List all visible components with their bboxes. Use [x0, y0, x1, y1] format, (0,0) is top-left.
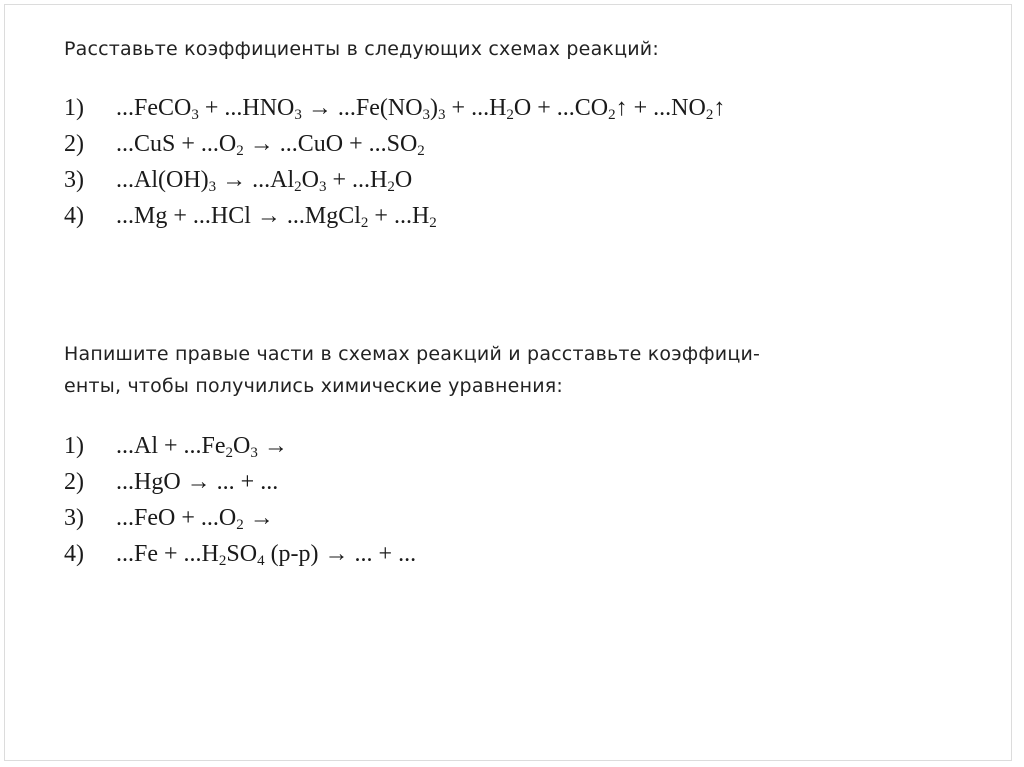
subscript: 2: [236, 143, 244, 159]
subscript: 2: [429, 215, 437, 231]
equation: $...Al(OH)_3 \to ...Al_2O_3 + ...H_2O$: [116, 167, 413, 195]
subscript: 3: [438, 107, 446, 123]
subscript: 2: [506, 107, 514, 123]
task2-equation-list: [64, 428, 416, 572]
task2-heading-line-1: Напишите правые части в схемах реакций и расставьте коэффици-: [64, 343, 761, 365]
task1-equation-list: [64, 90, 725, 234]
subscript: 3: [319, 179, 327, 195]
equation: $...CuS + ...O_2 \to ...CuO + ...SO_2$: [116, 131, 425, 159]
item-number: 2): [64, 131, 84, 157]
item-number: 3): [64, 505, 84, 531]
item-number: 4): [64, 203, 84, 229]
subscript: 2: [360, 215, 369, 231]
subscript: 2: [294, 179, 302, 195]
subscript: 3: [208, 179, 217, 195]
equation: ...FeCO$_3$ + $...HNO_3 \to ...Fe(NO_3)_3 + ...H_2O$ + $...CO_2↑$ + $...NO_2↑$: [116, 95, 726, 123]
equation: ...HgO → ... + ...: [116, 469, 279, 495]
subscript: 3: [250, 445, 258, 461]
item-number: 3): [64, 167, 84, 193]
equation-item: [64, 464, 416, 500]
task1-heading: Расставьте коэффициенты в следующих схемах реакций:: [64, 38, 659, 60]
equation: $...FeO + ...O_2$ →: [116, 505, 274, 533]
equation: $...Al + ...Fe_2O_3$ →: [116, 433, 288, 461]
equation-item: [64, 90, 725, 126]
item-number: 2): [64, 469, 84, 495]
task2-heading: [64, 338, 964, 402]
subscript: 3: [422, 107, 431, 123]
equation-item: [64, 428, 416, 464]
subscript: 2: [225, 445, 234, 461]
subscript: 2: [705, 107, 714, 123]
item-number: 1): [64, 433, 84, 459]
subscript: 3: [294, 107, 302, 123]
subscript: 2: [417, 143, 425, 159]
task2-heading-line-2: енты, чтобы получились химические уравнения:: [64, 375, 563, 397]
subscript: 2: [218, 553, 227, 569]
equation-item: [64, 198, 725, 234]
equation-item: [64, 536, 416, 572]
subscript: 4: [257, 553, 265, 569]
subscript: 2: [236, 517, 244, 533]
subscript: 2: [608, 107, 616, 123]
item-number: 4): [64, 541, 84, 567]
equation: ...Mg + ...HCl → ...MgCl$_2$ + $...H_2$: [116, 203, 437, 231]
subscript: 3: [191, 107, 199, 123]
subscript: 2: [387, 179, 395, 195]
equation-item: [64, 500, 416, 536]
item-number: 1): [64, 95, 84, 121]
equation-item: [64, 126, 725, 162]
equation-item: [64, 162, 725, 198]
equation: $...Fe + ...H_2SO_4$ (р-р) → ... + ...: [116, 541, 417, 569]
